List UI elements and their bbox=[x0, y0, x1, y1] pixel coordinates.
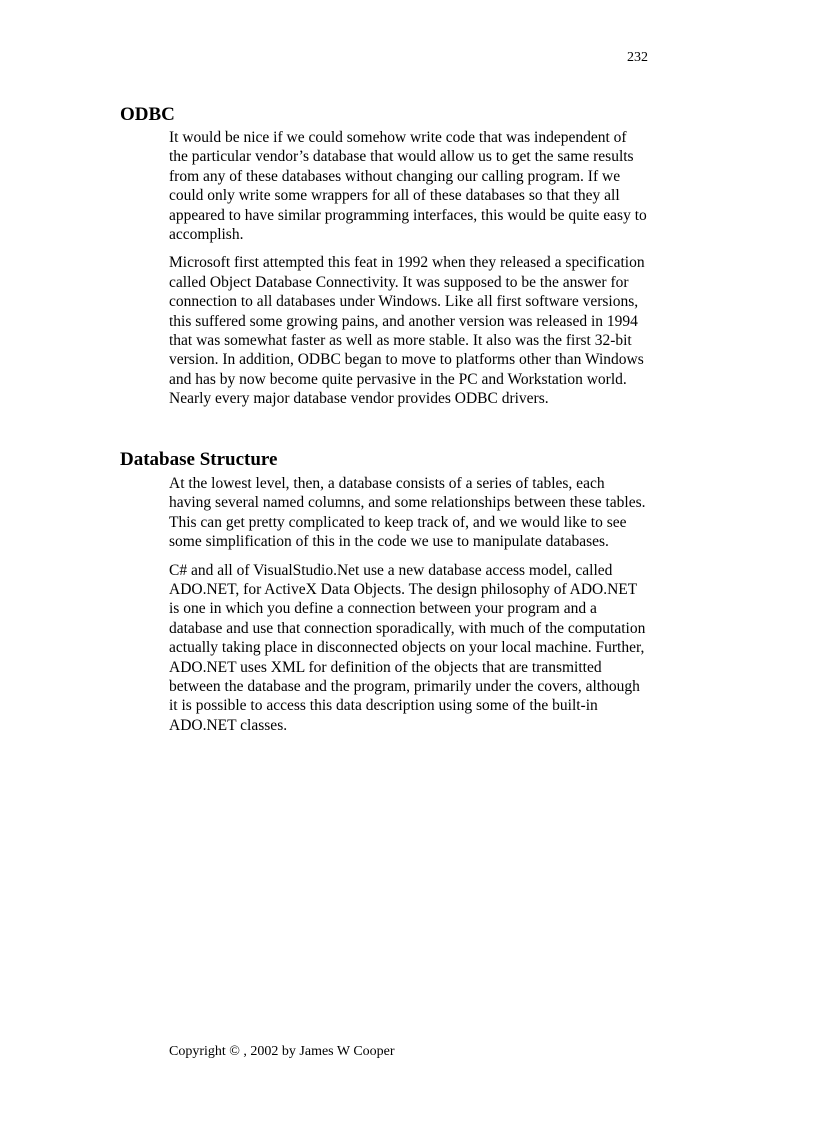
section-heading-odbc: ODBC bbox=[120, 104, 175, 125]
section-body-database-structure bbox=[169, 474, 649, 744]
section-heading-database-structure: Database Structure bbox=[120, 449, 278, 470]
page-number: 232 bbox=[627, 50, 648, 65]
copyright-footer: Copyright © , 2002 by James W Cooper bbox=[169, 1044, 395, 1059]
paragraph: Microsoft first attempted this feat in 1992 when they released a specification called Object Database Connectivity. It was supposed to be the answer for connection to all databases under Windows. Like all first software versions, this suffered some growing pains, and another version was released in 1994 that was somewhat faster as well as more stable. It also was the first 32-bit version. In addition, ODBC began to move to platforms other than Windows and has by now become quite pervasive in the PC and Workstation world. Nearly every major database vendor provides ODBC drivers. bbox=[169, 254, 645, 408]
paragraph: At the lowest level, then, a database consists of a series of tables, each having several named columns, and some relationships between these tables. This can get pretty complicated to keep track of, and we would like to see some simplification of this in the code we use to manipulate databases. bbox=[169, 475, 646, 551]
paragraph: C# and all of VisualStudio.Net use a new database access model, called ADO.NET, for ActiveX Data Objects. The design philosophy of ADO.NET is one in which you define a connection between your program and a database and use that connection sporadically, with much of the computation actually taking place in disconnected objects on your local machine. Further, ADO.NET uses XML for definition of the objects that are transmitted between the database and the program, primarily under the covers, although it is possible to access this data description using some of the built-in ADO.NET classes. bbox=[169, 561, 646, 734]
section-body-odbc bbox=[169, 128, 649, 418]
paragraph: It would be nice if we could somehow write code that was independent of the particular vendor’s database that would allow us to get the same results from any of these databases without changing our calling program. If we could only write some wrappers for all of these databases so that they all appeared to have similar programming interfaces, this would be quite easy to accomplish. bbox=[169, 129, 647, 244]
